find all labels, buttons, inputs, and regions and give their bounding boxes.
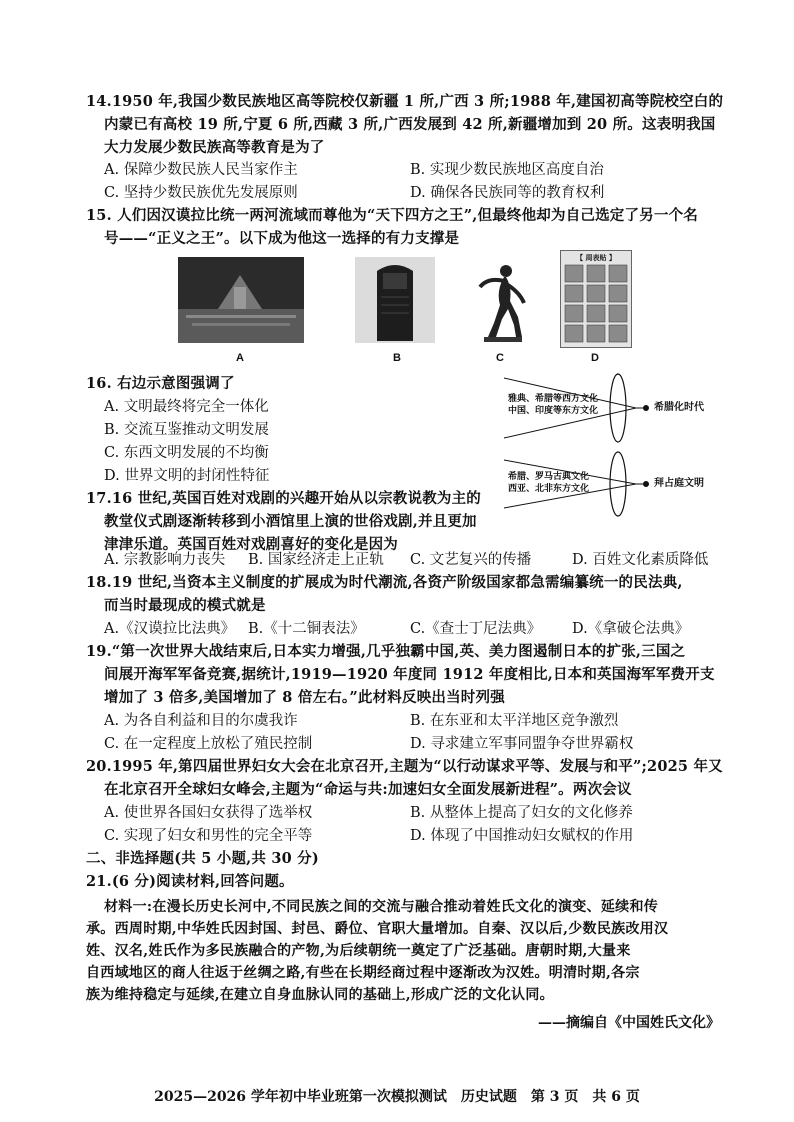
q21-source: ——摘编自《中国姓氏文化》 (538, 1015, 720, 1031)
q20-option-c: C. 实现了妇女和男性的完全平等 (104, 828, 313, 844)
q17-line-1: 17.16 世纪,英国百姓对戏剧的兴趣开始从以宗教说教为主的 (86, 490, 481, 507)
diagram-bottom-left-1: 希腊、罗马古典文化 (508, 471, 590, 481)
q18-option-c: C.《查士丁尼法典》 (410, 621, 542, 637)
picture-d-label: D (591, 352, 599, 364)
q18-line-2: 而当时最现成的模式就是 (104, 597, 266, 614)
picture-a-label: A (236, 352, 244, 364)
q17-line-2: 教堂仪式剧逐渐转移到小酒馆里上演的世俗戏剧,并且更加 (104, 513, 477, 530)
q18-option-b: B.《十二铜表法》 (248, 621, 365, 637)
q16-option-d: D. 世界文明的封闭性特征 (104, 468, 270, 484)
q16-option-b: B. 交流互鉴推动文明发展 (104, 422, 269, 438)
q20-line-2: 在北京召开全球妇女峰会,主题为“命运与共:加速妇女全面发展新进程”。两次会议 (104, 781, 632, 798)
q14-option-b: B. 实现少数民族地区高度自治 (410, 162, 604, 178)
section-2-heading: 二、非选择题(共 5 小题,共 30 分) (86, 850, 319, 867)
q20-option-a: A. 使世界各国妇女获得了选举权 (104, 805, 313, 821)
q17-option-d: D. 百姓文化素质降低 (572, 552, 709, 568)
q21-material-line-3: 姓、汉名,姓氏作为多民族融合的产物,为后续朝统一奠定了广泛基础。唐朝时期,大量来 (86, 943, 631, 959)
q18-option-a: A.《汉谟拉比法典》 (104, 621, 236, 637)
q15-line-1: 15. 人们因汉谟拉比统一两河流域而尊他为“天下四方之王”,但最终他却为自己选定了另一个名 (86, 207, 698, 224)
q20-option-b: B. 从整体上提高了妇女的文化修养 (410, 805, 633, 821)
picture-d-caption: 【 周表贴 】 (576, 253, 616, 262)
q21-material-line-1: 材料一:在漫长历史长河中,不同民族之间的交流与融合推动着姓氏文化的演变、延续和传 (104, 899, 659, 915)
q20-line-1: 20.1995 年,第四届世界妇女大会在北京召开,主题为“以行动谋求平等、发展与和平”;2025 年又 (86, 758, 723, 775)
q19-option-d: D. 寻求建立军事同盟争夺世界霸权 (410, 736, 634, 752)
q19-option-a: A. 为各自利益和目的尔虞我诈 (104, 713, 298, 729)
q17-line-3: 津津乐道。英国百姓对戏剧喜好的变化是因为 (104, 536, 398, 553)
diagram-bottom-left-2: 西亚、北非东方文化 (508, 483, 590, 493)
diagram-top-left-1: 雅典、希腊等西方文化 (508, 393, 599, 403)
picture-a-ruins (178, 257, 304, 343)
q19-option-c: C. 在一定程度上放松了殖民控制 (104, 736, 313, 752)
q16-option-c: C. 东西文明发展的不均衡 (104, 445, 269, 461)
q21-material-line-2: 承。西周时期,中华姓氏因封国、封邑、爵位、官职大量增加。自秦、汉以后,少数民族改用汉 (86, 921, 669, 937)
q14-option-d: D. 确保各民族同等的教育权利 (410, 185, 605, 201)
q16-diagram (500, 362, 740, 522)
q21-material-line-4: 自西域地区的商人往返于丝绸之路,有些在长期经商过程中逐渐改为汉姓。明清时期,各宗 (86, 965, 640, 981)
q16-line-1: 16. 右边示意图强调了 (86, 375, 235, 392)
picture-c-label: C (496, 352, 504, 364)
q18-line-1: 18.19 世纪,当资本主义制度的扩展成为时代潮流,各资产阶级国家都急需编纂统一的民法典, (86, 574, 683, 591)
q18-option-d: D.《拿破仑法典》 (572, 621, 690, 637)
q15-line-2: 号——“正义之王”。以下成为他这一选择的有力支撑是 (104, 230, 460, 247)
q17-option-a: A. 宗教影响力丧失 (104, 552, 226, 568)
picture-c-statue (470, 257, 532, 343)
picture-b-stele (355, 257, 435, 343)
q19-line-1: 19.“第一次世界大战结束后,日本实力增强,几乎独霸中国,英、美力图遏制日本的扩张,三国之 (86, 643, 686, 660)
q14-option-a: A. 保障少数民族人民当家作主 (104, 162, 298, 178)
q20-option-d: D. 体现了中国推动妇女赋权的作用 (410, 828, 634, 844)
q17-option-c: C. 文艺复兴的传播 (410, 552, 532, 568)
q14-option-c: C. 坚持少数民族优先发展原则 (104, 185, 298, 201)
q19-option-b: B. 在东亚和太平洋地区竞争激烈 (410, 713, 619, 729)
diagram-top-right: 希腊化时代 (654, 402, 704, 413)
q14-line-2: 内蒙已有高校 19 所,宁夏 6 所,西藏 3 所,广西发展到 42 所,新疆增加到 20 所。这表明我国 (104, 116, 716, 133)
picture-d-tables (560, 250, 632, 348)
diagram-top-left-2: 中国、印度等东方文化 (508, 405, 599, 415)
q21-line-1: 21.(6 分)阅读材料,回答问题。 (86, 873, 294, 890)
q16-option-a: A. 文明最终将完全一体化 (104, 399, 269, 415)
q19-line-3: 增加了 3 倍多,美国增加了 8 倍左右。”此材料反映出当时列强 (104, 689, 505, 706)
diagram-bottom-right: 拜占庭文明 (654, 478, 704, 489)
q21-material-line-5: 族为维持稳定与延续,在建立自身血脉认同的基础上,形成广泛的文化认同。 (86, 987, 554, 1003)
page-footer: 2025—2026 学年初中毕业班第一次模拟测试 历史试题 第 3 页 共 6 页 (154, 1089, 640, 1105)
q14-line-3: 大力发展少数民族高等教育是为了 (104, 139, 325, 156)
q14-line-1: 14.1950 年,我国少数民族地区高等院校仅新疆 1 所,广西 3 所;1988 年,建国初高等院校空白的 (86, 93, 724, 110)
q19-line-2: 间展开海军军备竞赛,据统计,1919—1920 年度同 1912 年度相比,日本和英国海军军费开支 (104, 666, 715, 683)
q17-option-b: B. 国家经济走上正轨 (248, 552, 384, 568)
picture-b-label: B (393, 352, 401, 364)
